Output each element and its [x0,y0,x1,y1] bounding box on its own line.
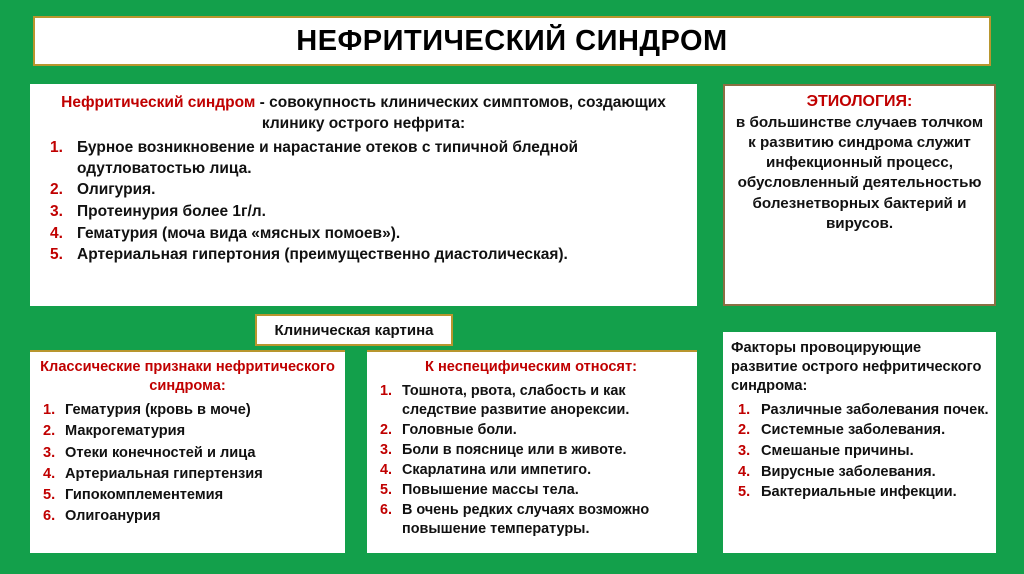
list-item-text: Различные заболевания почек. [761,401,989,418]
list-item-text: Гипокомплементемия [65,486,224,503]
list-item [34,506,341,526]
list-item [371,382,691,420]
list-item [371,501,691,539]
list-item [40,245,687,266]
list-item [731,463,990,483]
list-item-number: 1. [738,401,751,418]
slide-title-bar [33,16,991,66]
list-item-text: Гематурия (кровь в моче) [65,402,251,419]
list-item-number: 2. [380,421,393,438]
factors-list [731,401,990,503]
list-item-text: В очень редких случаях возможно повышение температуры. [402,501,650,537]
list-item-text: Гематурия (моча вида «мясных помоев»). [77,224,401,242]
list-item-text: Тошнота, рвота, слабость и как следствие развитие анорексии. [402,382,630,418]
list-item-text: Олигоанурия [65,507,161,524]
list-item [34,464,341,484]
nonspecific-panel [367,350,697,553]
list-item-number: 3. [43,444,56,461]
list-item-number: 2. [738,422,751,439]
nonspecific-list [371,382,691,539]
list-item-text: Бактериальные инфекции. [761,484,957,501]
factors-title: Факторы провоцирующие развитие острого нефритического синдрома: [731,340,982,394]
factors-panel [723,332,996,553]
list-item-text: Артериальная гипертония (преимущественно диастолическая). [77,246,568,264]
etiology-body: в большинстве случаев толчком к развитию синдрома служит инфекционный процесс, обусловленный деятельностью болезнетворных бактерий и вирусов. [735,113,984,232]
list-item [40,224,687,245]
clinical-picture-badge [255,314,453,346]
nonspecific-title: К неспецифическим относят: [425,359,637,375]
list-item-text: Протеинурия более 1г/л. [77,203,266,221]
list-item [40,138,687,179]
list-item-number: 1. [380,382,393,399]
list-item-text: Вирусные заболевания. [761,463,936,480]
list-item-number: 5. [380,481,393,498]
definition-lead [40,93,687,134]
list-item [371,481,691,500]
list-item-number: 6. [380,501,393,518]
classic-signs-panel [30,350,345,553]
list-item [371,421,691,440]
list-item [731,421,990,441]
etiology-title: ЭТИОЛОГИЯ: [806,93,913,110]
definition-panel [30,84,697,306]
page-title: НЕФРИТИЧЕСКИЙ СИНДРОМ [296,24,728,57]
list-item [731,401,990,421]
list-item [371,461,691,480]
definition-list [40,138,687,266]
definition-lead-highlight: Нефритический синдром [61,94,256,111]
list-item-text: Артериальная гипертензия [65,465,263,482]
list-item [34,400,341,420]
list-item-text: Боли в пояснице или в животе. [402,441,627,458]
list-item-number: 4. [738,463,751,480]
list-item-text: Головные боли. [402,421,517,438]
list-item-text: Системные заболевания. [761,422,946,439]
list-item [34,443,341,463]
list-item-number: 6. [43,507,56,524]
classic-signs-list [34,400,341,526]
list-item [40,202,687,223]
list-item-number: 2. [50,181,63,199]
list-item-number: 4. [50,224,63,242]
etiology-panel [723,84,996,306]
list-item-text: Бурное возникновение и нарастание отеков с типичной бледной одутловатостью лица. [77,139,579,177]
list-item-text: Повышение массы тела. [402,481,579,498]
list-item-number: 3. [50,203,63,221]
list-item-text: Макрогематурия [65,423,186,440]
list-item-number: 5. [50,246,63,264]
list-item [371,441,691,460]
classic-signs-title: Классические признаки нефритического синдрома: [40,359,335,394]
list-item-number: 3. [738,443,751,459]
list-item-text: Отеки конечностей и лица [65,444,256,461]
list-item-number: 5. [43,486,56,503]
list-item-number: 3. [380,441,393,458]
list-item-text: Олигурия. [77,181,156,199]
list-item-number: 4. [43,465,56,482]
list-item-text: Смешаные причины. [761,443,914,459]
definition-lead-rest: - совокупность клинических симптомов, создающих клинику острого нефрита: [255,94,666,132]
list-item-number: 2. [43,423,56,440]
list-item-number: 4. [380,461,393,478]
list-item [731,483,990,503]
list-item-text: Скарлатина или импетиго. [402,461,592,478]
clinical-picture-label: Клиническая картина [274,321,434,339]
list-item [40,180,687,201]
list-item [34,421,341,441]
list-item-number: 1. [50,139,63,157]
list-item-number: 5. [738,484,751,501]
list-item-number: 1. [43,402,56,419]
list-item [731,442,990,462]
list-item [34,485,341,505]
